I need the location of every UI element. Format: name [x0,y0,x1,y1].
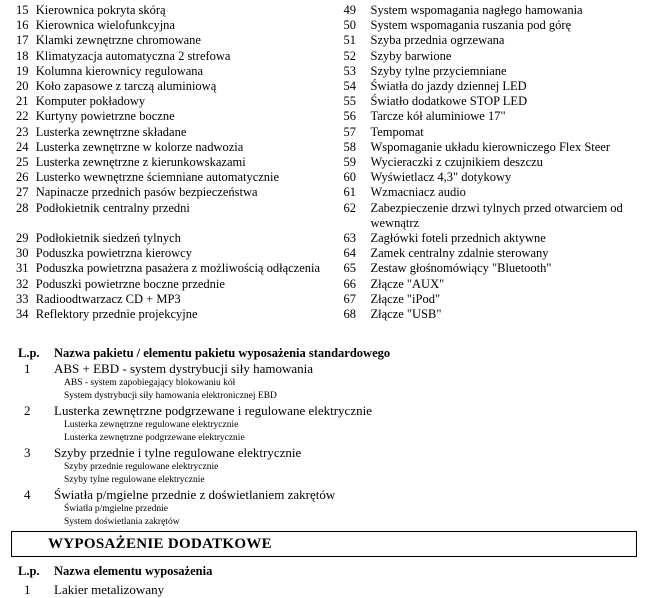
equipment-item-left [0,3,323,18]
item-number: 29 [0,231,36,246]
equipment-item-left [0,155,323,170]
equipment-item-left [0,64,323,79]
item-number: 18 [0,49,36,64]
lp-header: L.p. [0,564,54,579]
item-label: Lusterko wewnętrzne ściemniane automatycznie [36,170,323,185]
item-label: System wspomagania nagłego hamowania [371,3,645,18]
equipment-row [0,64,645,79]
item-number: 65 [329,261,371,276]
equipment-item-left [0,79,323,94]
equipment-item-left [0,18,323,33]
equipment-item-right [329,155,645,170]
equipment-item-right [329,140,645,155]
item-number: 61 [329,185,371,200]
equipment-row [0,79,645,94]
equipment-item-left [0,170,323,185]
package-row [0,404,645,419]
equipment-item-left [0,109,323,124]
item-label: Poduszka powietrzna pasażera z możliwością odłączenia [36,261,323,276]
item-label: Poduszka powietrzna kierowcy [36,246,323,261]
package-subitem: Lusterka zewnętrzne regulowane elektrycznie [0,419,645,432]
item-label: Lusterka zewnętrzne składane [36,125,323,140]
item-number: 15 [0,3,36,18]
equipment-item-right [329,170,645,185]
package-number: 1 [0,362,54,377]
equipment-row [0,261,645,276]
item-number: 60 [329,170,371,185]
equipment-item-right [329,185,645,200]
equipment-row [0,185,645,200]
item-number: 27 [0,185,36,200]
equipment-row [0,125,645,140]
equipment-item-right [329,231,645,246]
item-label: Światło dodatkowe STOP LED [371,94,645,109]
item-label: Napinacze przednich pasów bezpieczeństwa [36,185,323,200]
item-number: 51 [329,33,371,48]
item-number: 68 [329,307,371,322]
item-label: Kurtyny powietrzne boczne [36,109,323,124]
equipment-row [0,277,645,292]
item-label: Tarcze kół aluminiowe 17" [371,109,645,124]
item-number: 19 [0,64,36,79]
item-label: Lusterka zewnętrzne w kolorze nadwozia [36,140,323,155]
item-label: Szyby tylne przyciemniane [371,64,645,79]
item-number: 33 [0,292,36,307]
item-number: 53 [329,64,371,79]
equipment-item-left [0,292,323,307]
equipment-item-right [329,246,645,261]
item-number: 25 [0,155,36,170]
equipment-item-right [329,261,645,276]
item-number: 54 [329,79,371,94]
equipment-item-left [0,33,323,48]
item-label: Światła do jazdy dziennej LED [371,79,645,94]
item-label: Radioodtwarzacz CD + MP3 [36,292,323,307]
package-row [0,446,645,461]
package-subitem: System doświetlania zakrętów [0,516,645,529]
equipment-row [0,33,645,48]
equipment-row [0,94,645,109]
item-label: Zagłówki foteli przednich aktywne [371,231,645,246]
equipment-item-right [329,109,645,124]
item-number: 55 [329,94,371,109]
item-number: 34 [0,307,36,322]
additional-header-title: Nazwa elementu wyposażenia [54,564,212,579]
equipment-item-right [329,18,645,33]
item-label: System wspomagania ruszania pod górę [371,18,645,33]
equipment-item-left [0,125,323,140]
item-label: Wspomaganie układu kierowniczego Flex Steer [371,140,645,155]
item-label: Zabezpieczenie drzwi tylnych przed otwarciem od wewnątrz [371,201,645,231]
package-label: Światła p/mgielne przednie z doświetlaniem zakrętów [54,488,335,503]
item-number: 31 [0,261,36,276]
equipment-item-right [329,64,645,79]
equipment-row [0,109,645,124]
item-label: Komputer pokładowy [36,94,323,109]
item-label: Wyświetlacz 4,3" dotykowy [371,170,645,185]
item-number: 62 [329,201,371,231]
item-label: Koło zapasowe z tarczą aluminiową [36,79,323,94]
standard-packages-header [0,346,645,361]
package-subitem: System dystrybucji siły hamowania elektronicznej EBD [0,390,645,403]
item-number: 1 [0,582,54,598]
equipment-row [0,307,645,322]
equipment-row [0,140,645,155]
package-subitem: Szyby tylne regulowane elektrycznie [0,474,645,487]
item-label: Złącze "USB" [371,307,645,322]
package-row [0,488,645,503]
item-label: Podłokietnik siedzeń tylnych [36,231,323,246]
item-number: 28 [0,201,36,231]
item-label: Wzmacniacz audio [371,185,645,200]
package-number: 4 [0,488,54,503]
item-number: 63 [329,231,371,246]
equipment-list [0,3,645,322]
equipment-item-right [329,125,645,140]
item-label: Klamki zewnętrzne chromowane [36,33,323,48]
additional-equipment-section [11,531,637,557]
item-label: Kierownica wielofunkcyjna [36,18,323,33]
equipment-item-left [0,140,323,155]
item-number: 58 [329,140,371,155]
equipment-item-right [329,3,645,18]
item-label: Poduszki powietrzne boczne przednie [36,277,323,292]
item-number: 16 [0,18,36,33]
item-label: Szyba przednia ogrzewana [371,33,645,48]
item-label: Złącze "iPod" [371,292,645,307]
package-subitem: Szyby przednie regulowane elektrycznie [0,461,645,474]
item-label: Złącze "AUX" [371,277,645,292]
item-number: 56 [329,109,371,124]
section-title: WYPOSAŻENIE DODATKOWE [48,536,272,553]
item-number: 59 [329,155,371,170]
item-number: 30 [0,246,36,261]
equipment-row [0,201,645,231]
equipment-item-right [329,201,645,231]
item-label: Lakier metalizowany [54,582,164,598]
package-subitem: Światła p/mgielne przednie [0,503,645,516]
equipment-item-right [329,33,645,48]
package-item [0,488,645,529]
package-list [0,362,645,529]
item-number: 20 [0,79,36,94]
equipment-item-right [329,94,645,109]
item-number: 26 [0,170,36,185]
item-number: 50 [329,18,371,33]
item-number: 49 [329,3,371,18]
equipment-row [0,246,645,261]
package-label: Lusterka zewnętrzne podgrzewane i regulowane elektrycznie [54,404,372,419]
package-number: 3 [0,446,54,461]
package-subitem: Lusterka zewnętrzne podgrzewane elektrycznie [0,432,645,445]
item-number: 24 [0,140,36,155]
item-label: Kolumna kierownicy regulowana [36,64,323,79]
equipment-item-left [0,201,323,231]
packages-header-title: Nazwa pakietu / elementu pakietu wyposażenia standardowego [54,346,390,361]
equipment-item-right [329,79,645,94]
item-number: 64 [329,246,371,261]
item-label: Tempomat [371,125,645,140]
equipment-row [0,231,645,246]
package-item [0,362,645,403]
item-label: Podłokietnik centralny przedni [36,201,323,231]
item-number: 52 [329,49,371,64]
equipment-item-right [329,49,645,64]
lp-header: L.p. [0,346,54,361]
equipment-item-right [329,277,645,292]
equipment-item-left [0,307,323,322]
equipment-item-left [0,231,323,246]
equipment-row [0,3,645,18]
equipment-item-left [0,261,323,276]
equipment-item-left [0,49,323,64]
item-label: Reflektory przednie projekcyjne [36,307,323,322]
package-label: ABS + EBD - system dystrybucji siły hamowania [54,362,313,377]
item-label: Lusterka zewnętrzne z kierunkowskazami [36,155,323,170]
item-label: Klimatyzacja automatyczna 2 strefowa [36,49,323,64]
item-label: Wycieraczki z czujnikiem deszczu [371,155,645,170]
item-number: 57 [329,125,371,140]
item-number: 66 [329,277,371,292]
package-number: 2 [0,404,54,419]
item-label: Kierownica pokryta skórą [36,3,323,18]
standard-packages [0,346,645,529]
equipment-row [0,170,645,185]
item-label: Szyby barwione [371,49,645,64]
additional-header [0,564,212,579]
equipment-row [0,18,645,33]
item-label: Zestaw głośnomówiący "Bluetooth" [371,261,645,276]
package-row [0,362,645,377]
equipment-row [0,49,645,64]
item-number: 67 [329,292,371,307]
equipment-item-right [329,292,645,307]
equipment-item-left [0,246,323,261]
package-item [0,404,645,445]
package-subitem: ABS - system zapobiegający blokowaniu kół [0,377,645,390]
equipment-item-left [0,277,323,292]
item-number: 17 [0,33,36,48]
item-number: 21 [0,94,36,109]
item-number: 32 [0,277,36,292]
package-label: Szyby przednie i tylne regulowane elektrycznie [54,446,301,461]
additional-item [0,582,164,598]
equipment-item-left [0,185,323,200]
item-label: Zamek centralny zdalnie sterowany [371,246,645,261]
equipment-row [0,292,645,307]
equipment-item-right [329,307,645,322]
equipment-row [0,155,645,170]
package-item [0,446,645,487]
item-number: 22 [0,109,36,124]
item-number: 23 [0,125,36,140]
equipment-item-left [0,94,323,109]
